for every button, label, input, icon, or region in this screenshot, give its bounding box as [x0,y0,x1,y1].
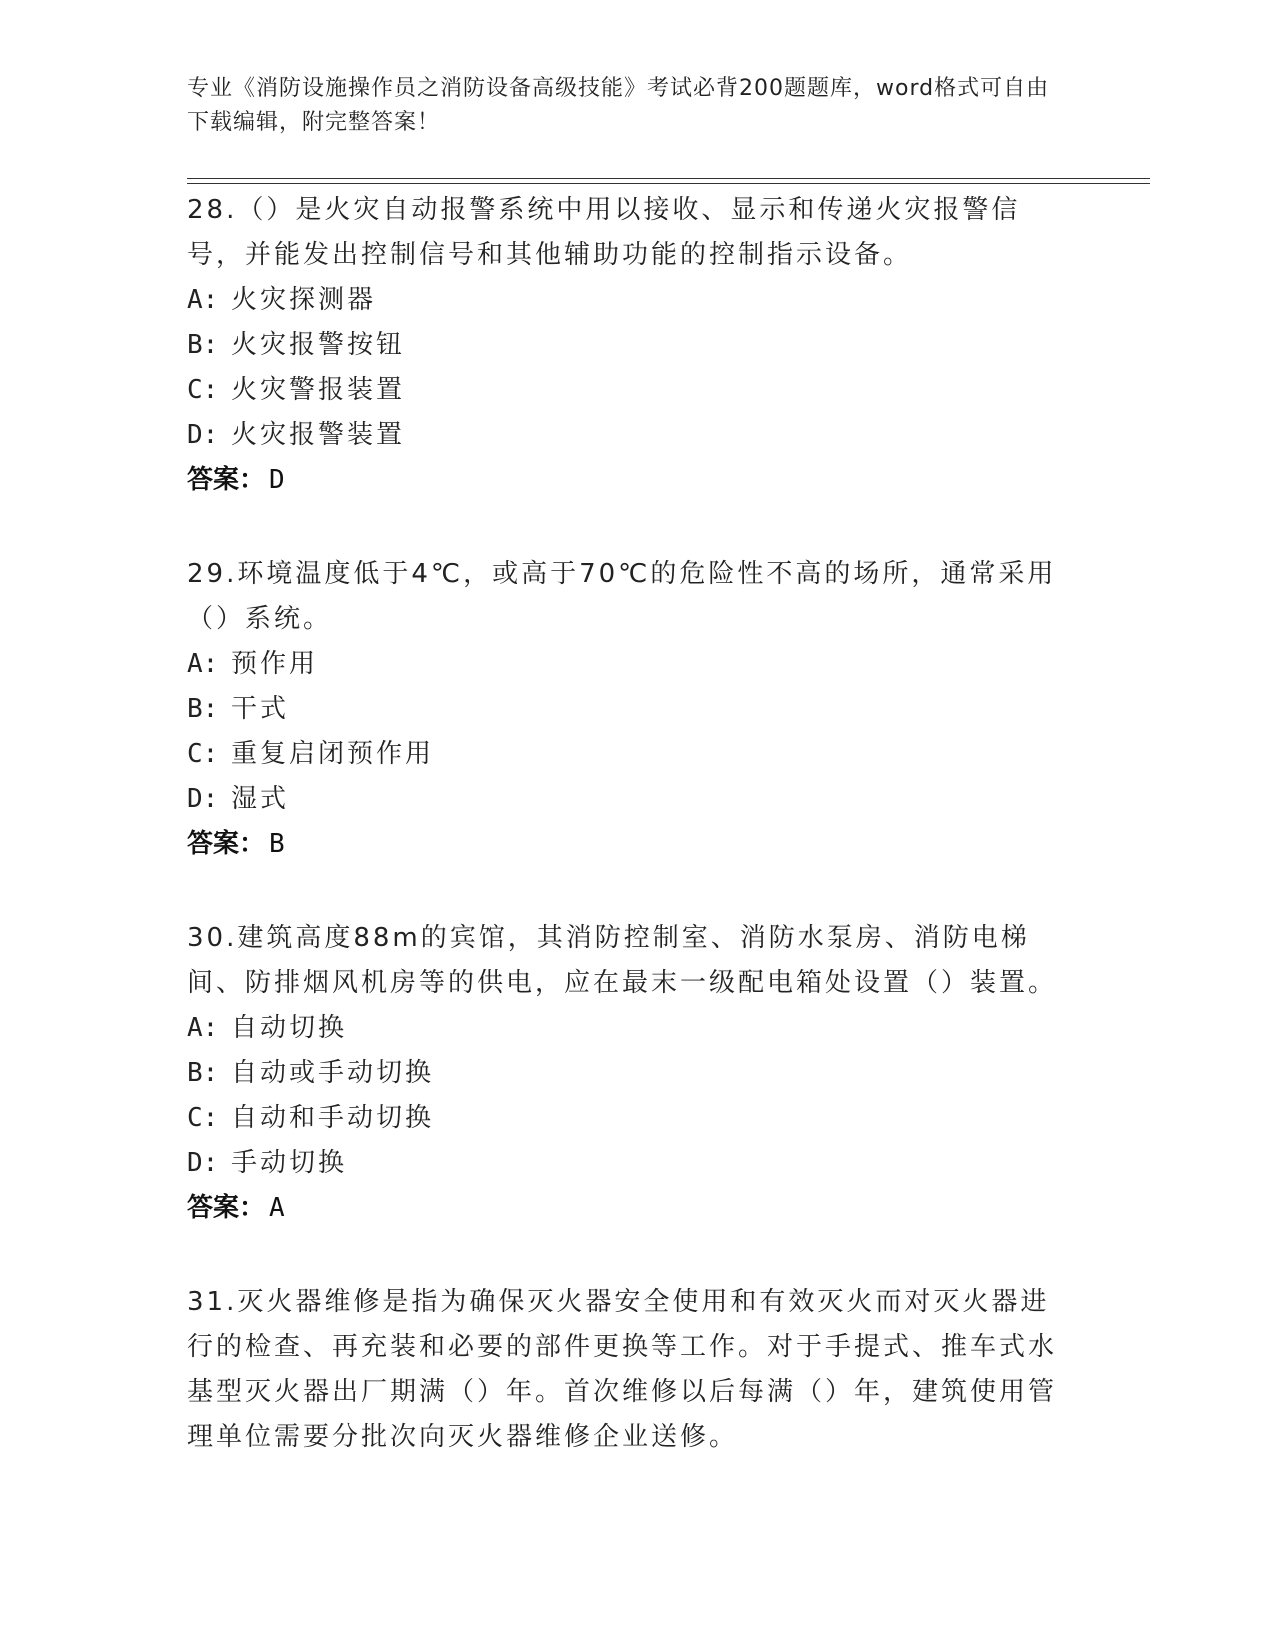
question-28 [187,188,1067,503]
option-a [187,278,1067,323]
option-text: 湿式 [231,784,290,814]
answer-line [187,458,1067,503]
question-29 [187,552,1067,867]
question-stem: 28.（）是火灾自动报警系统中用以接收、显示和传递火灾报警信号，并能发出控制信号和其他辅助功能的控制指示设备。 [187,195,1021,270]
option-text: 手动切换 [231,1148,348,1178]
option-d [187,777,1067,822]
option-letter: B: [187,694,219,724]
option-letter: A: [187,1013,219,1043]
option-letter: A: [187,649,219,679]
answer-label: 答案： [187,1193,266,1223]
answer-line [187,1186,1067,1231]
option-b [187,323,1067,368]
option-a [187,1006,1067,1051]
option-text: 火灾报警装置 [231,420,406,450]
answer-label: 答案： [187,829,266,859]
option-letter: B: [187,330,219,360]
header-divider-top [187,178,1150,179]
answer-value: A [269,1193,285,1223]
option-text: 预作用 [231,649,319,679]
answer-value: B [269,829,285,859]
question-stem: 30.建筑高度88m的宾馆，其消防控制室、消防水泵房、消防电梯间、防排烟风机房等的供电，应在最末一级配电箱处设置（）装置。 [187,923,1058,998]
option-text: 火灾报警按钮 [231,330,406,360]
option-letter: D: [187,420,219,450]
option-text: 自动和手动切换 [231,1103,435,1133]
option-a [187,642,1067,687]
option-letter: C: [187,1103,219,1133]
option-text: 自动或手动切换 [231,1058,435,1088]
question-30 [187,916,1067,1231]
option-letter: D: [187,784,219,814]
option-c [187,368,1067,413]
option-letter: C: [187,375,219,405]
option-text: 火灾警报装置 [231,375,406,405]
document-header [187,72,1067,140]
option-c [187,1096,1067,1141]
option-d [187,413,1067,458]
option-b [187,687,1067,732]
option-text: 火灾探测器 [231,285,377,315]
header-divider-bottom [187,183,1150,184]
option-letter: D: [187,1148,219,1178]
option-letter: A: [187,285,219,315]
option-text: 干式 [231,694,290,724]
option-letter: C: [187,739,219,769]
question-stem: 31.灭火器维修是指为确保灭火器安全使用和有效灭火而对灭火器进行的检查、再充装和必要的部件更换等工作。对于手提式、推车式水基型灭火器出厂期满（）年。首次维修以后每满（）年，建筑使用管理单位需要分批次向灭火器维修企业送修。 [187,1287,1058,1452]
option-d [187,1141,1067,1186]
question-31 [187,1280,1067,1460]
option-letter: B: [187,1058,219,1088]
answer-value: D [269,465,285,495]
question-stem: 29.环境温度低于4℃，或高于70℃的危险性不高的场所，通常采用（）系统。 [187,559,1057,634]
option-c [187,732,1067,777]
option-text: 自动切换 [231,1013,348,1043]
option-text: 重复启闭预作用 [231,739,435,769]
header-text: 专业《消防设施操作员之消防设备高级技能》考试必背200题题库，word格式可自由下载编辑，附完整答案！ [187,76,1050,135]
answer-line [187,822,1067,867]
option-b [187,1051,1067,1096]
answer-label: 答案： [187,465,266,495]
